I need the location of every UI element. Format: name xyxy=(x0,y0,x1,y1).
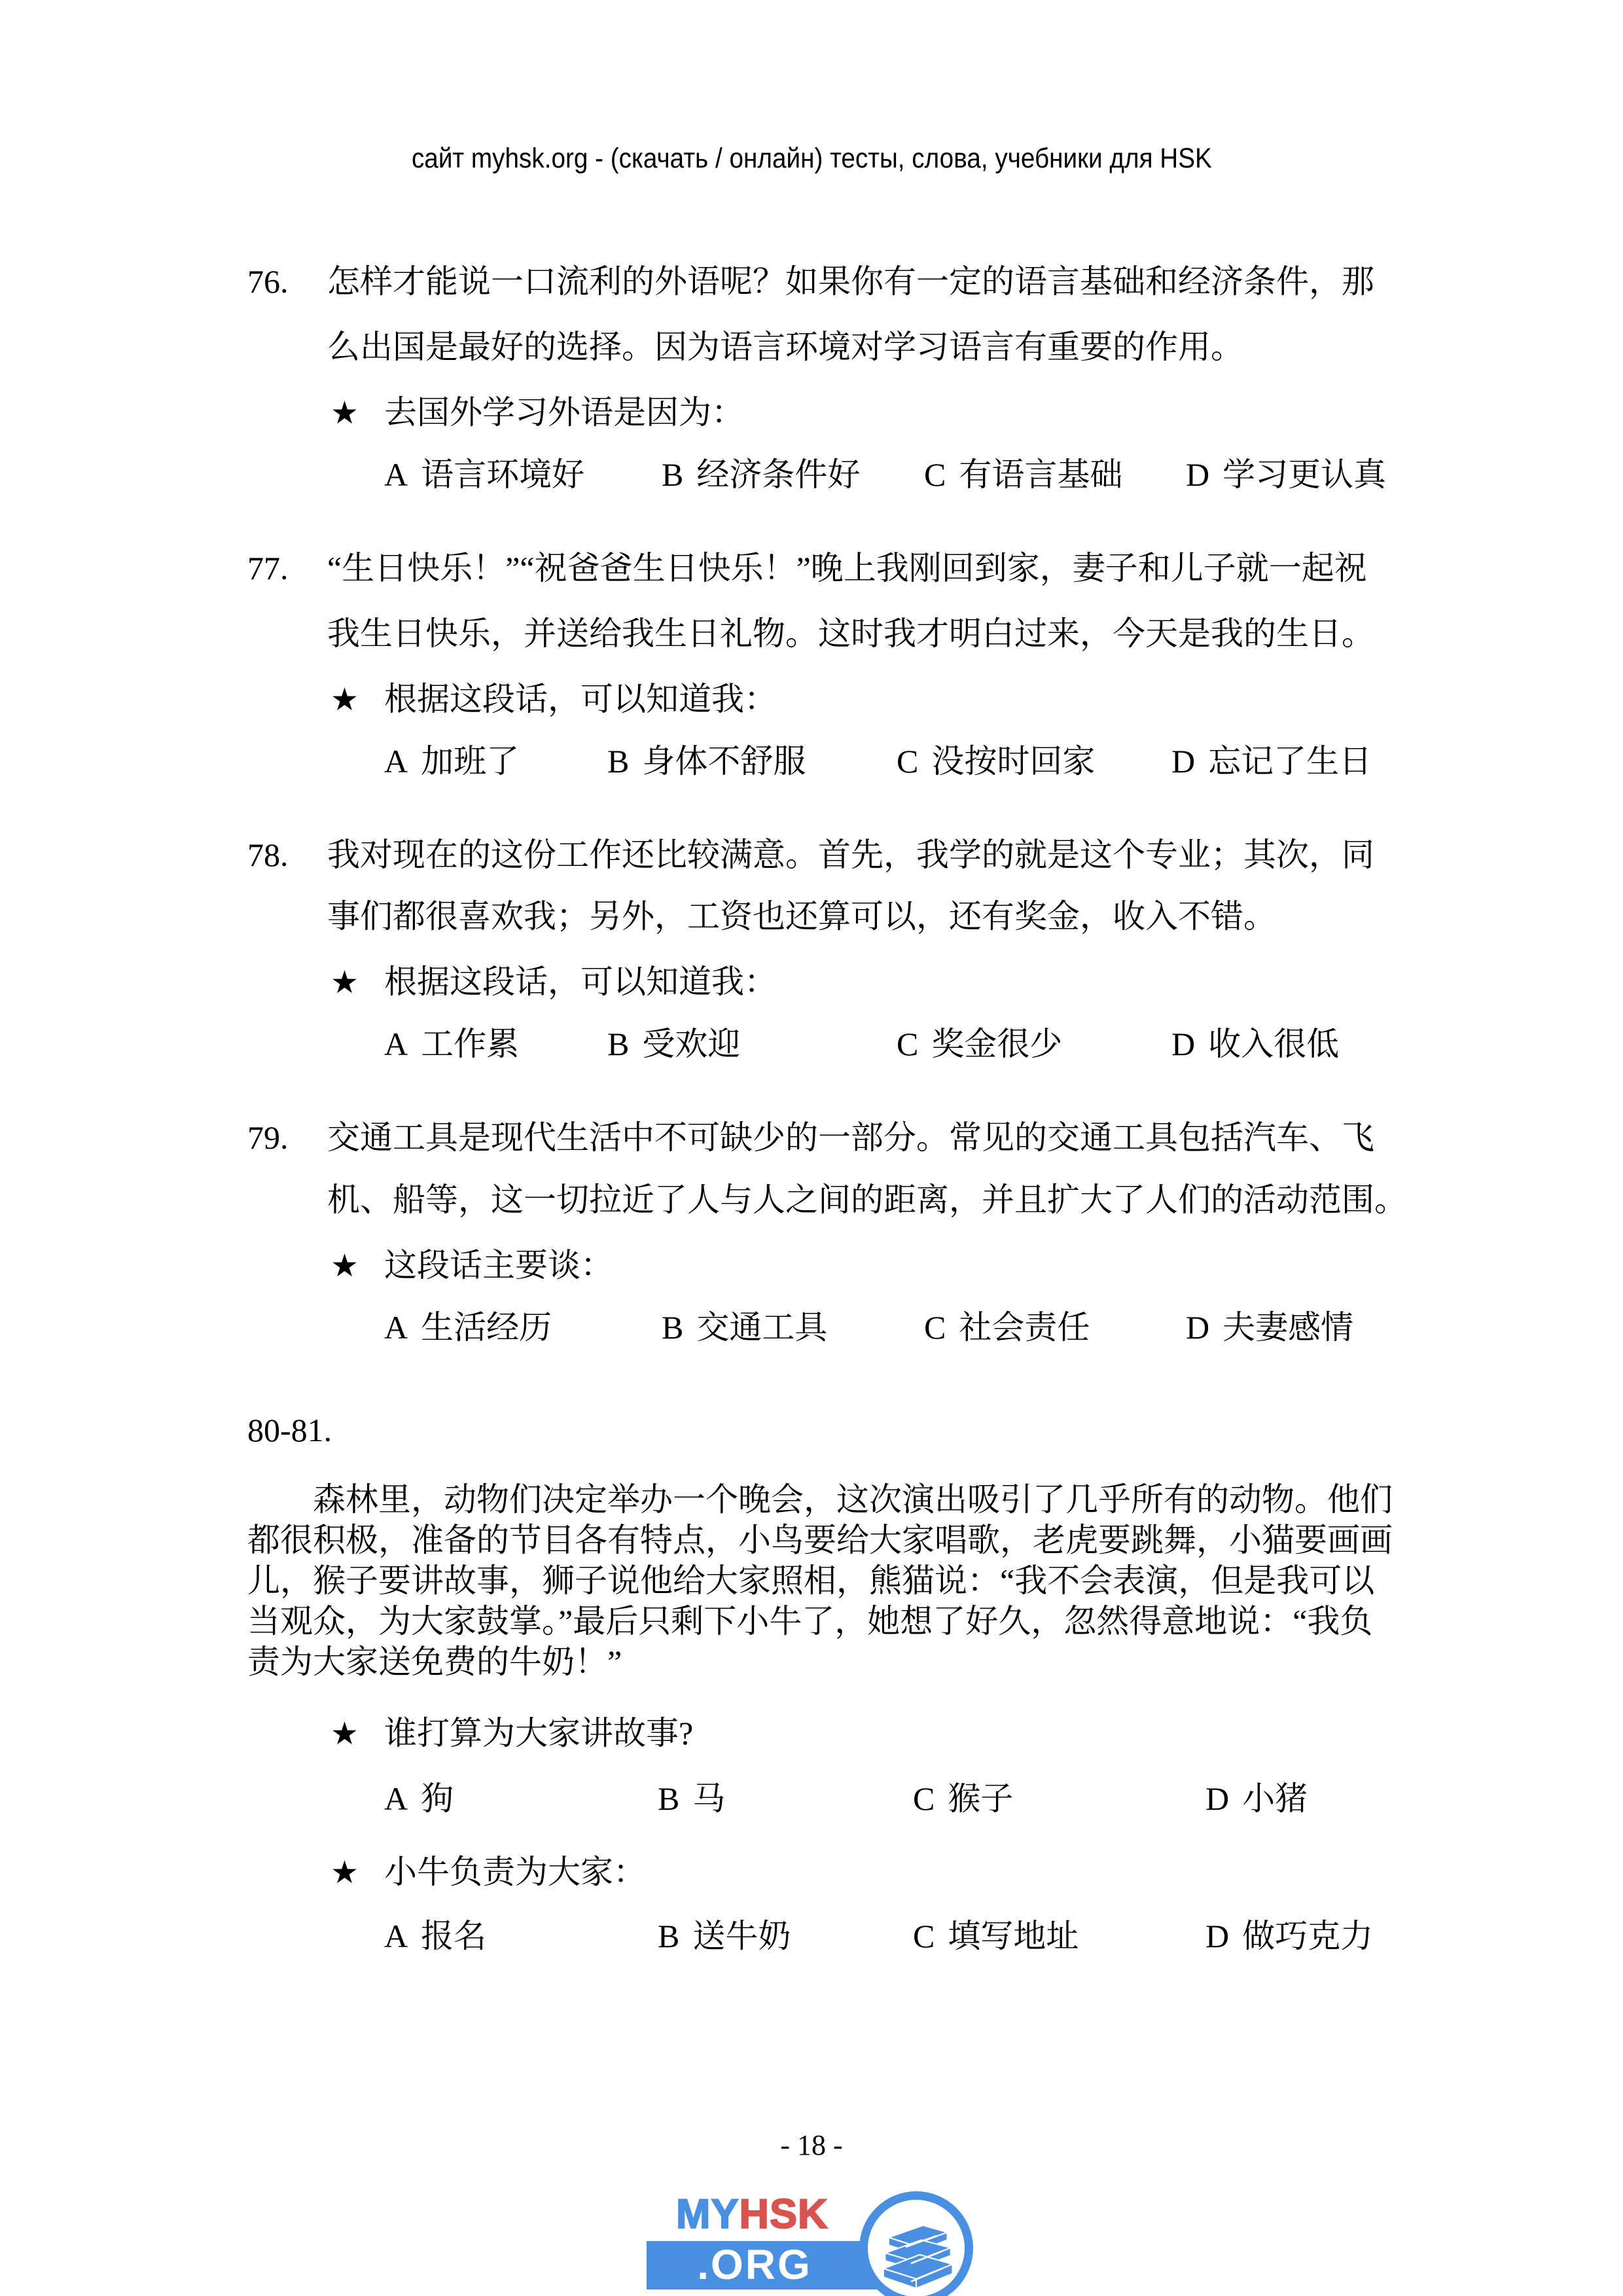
option-label: A xyxy=(384,1309,408,1346)
question-77-line-2: 我生日快乐，并送给我生日礼物。这时我才明白过来，今天是我的生日。 xyxy=(327,615,1374,652)
myhsk-logo xyxy=(647,2186,974,2296)
option-text: 没按时回家 xyxy=(931,743,1096,780)
option-text: 工作累 xyxy=(421,1026,520,1062)
option-b xyxy=(607,742,806,781)
passage-line-5: 责为大家送免费的牛奶！” xyxy=(247,1643,622,1680)
option-text: 社会责任 xyxy=(959,1309,1090,1346)
option-a xyxy=(384,1916,486,1956)
option-text: 加班了 xyxy=(421,743,520,780)
question-79-number: 79. xyxy=(247,1119,289,1156)
option-label: B xyxy=(607,1026,630,1062)
prompt-text: 谁打算为大家讲故事? xyxy=(384,1715,694,1751)
prompt-text: 根据这段话，可以知道我： xyxy=(384,963,777,1000)
option-label: B xyxy=(607,743,630,780)
question-78-number: 78. xyxy=(247,836,289,873)
passage-range-label: 80-81. xyxy=(247,1412,332,1448)
option-label: A xyxy=(384,1918,408,1954)
option-label: B xyxy=(658,1918,680,1954)
option-label: A xyxy=(384,743,408,780)
option-b xyxy=(658,1779,725,1818)
option-label: B xyxy=(662,456,684,493)
option-c xyxy=(924,1308,1090,1347)
question-77-options-row xyxy=(384,742,1536,781)
question-77-number: 77. xyxy=(247,550,289,586)
option-c xyxy=(897,742,1095,781)
logo-org-text: .ORG xyxy=(697,2241,812,2288)
option-label: D xyxy=(1205,1918,1230,1954)
option-text: 忘记了生日 xyxy=(1208,743,1372,780)
option-text: 填写地址 xyxy=(948,1918,1079,1954)
question-77-prompt-row xyxy=(330,679,777,719)
question-77-line-1: “生日快乐！”“祝爸爸生日快乐！”晚上我刚回到家，妻子和儿子就一起祝 xyxy=(327,550,1367,586)
option-a xyxy=(384,742,519,781)
star-icon: ★ xyxy=(330,964,359,1001)
option-text: 奖金很少 xyxy=(931,1026,1063,1062)
option-c xyxy=(924,455,1122,494)
option-text: 语言环境好 xyxy=(421,456,585,493)
option-b xyxy=(662,1308,827,1347)
books-icon xyxy=(873,2206,959,2293)
option-label: C xyxy=(913,1780,935,1817)
question-76-line-1: 怎样才能说一口流利的外语呢？如果你有一定的语言基础和经济条件，那 xyxy=(327,263,1374,300)
option-label: C xyxy=(897,743,919,780)
option-text: 身体不舒服 xyxy=(642,743,806,780)
option-text: 生活经历 xyxy=(421,1309,552,1346)
option-text: 经济条件好 xyxy=(696,456,861,493)
option-d xyxy=(1205,1779,1308,1818)
option-label: B xyxy=(658,1780,680,1817)
option-a xyxy=(384,1308,552,1347)
question-76-line-2: 么出国是最好的选择。因为语言环境对学习语言有重要的作用。 xyxy=(327,329,1243,365)
logo-wordmark xyxy=(676,2191,829,2241)
option-text: 送牛奶 xyxy=(692,1918,791,1954)
option-d xyxy=(1186,1308,1353,1347)
option-d xyxy=(1171,742,1372,781)
question-78-line-1: 我对现在的这份工作还比较满意。首先，我学的就是这个专业；其次，同 xyxy=(327,836,1374,873)
option-label: B xyxy=(662,1309,684,1346)
option-d xyxy=(1171,1024,1339,1064)
star-icon: ★ xyxy=(330,681,359,718)
option-b xyxy=(658,1916,791,1956)
star-icon: ★ xyxy=(330,1854,359,1891)
logo-my-text: MY xyxy=(676,2191,740,2237)
prompt-text: 小牛负责为大家： xyxy=(384,1854,646,1890)
option-d xyxy=(1186,455,1386,494)
option-label: D xyxy=(1186,456,1210,493)
passage-line-2: 都很积极，准备的节目各有特点，小鸟要给大家唱歌，老虎要跳舞，小猫要画画 xyxy=(247,1522,1393,1558)
question-76-number: 76. xyxy=(247,263,289,300)
option-label: C xyxy=(924,1309,946,1346)
passage-line-1: 森林里，动物们决定举办一个晚会，这次演出吸引了几乎所有的动物。他们 xyxy=(313,1481,1393,1518)
logo-hsk-text: HSK xyxy=(739,2191,829,2237)
logo-circle xyxy=(859,2191,973,2296)
option-label: D xyxy=(1171,743,1196,780)
star-icon: ★ xyxy=(330,395,359,431)
question-79-prompt-row xyxy=(330,1246,613,1285)
option-b xyxy=(662,455,860,494)
option-text: 狗 xyxy=(421,1780,454,1817)
prompt-text: 根据这段话，可以知道我： xyxy=(384,681,777,717)
prompt-text: 这段话主要谈： xyxy=(384,1247,613,1283)
option-text: 小猪 xyxy=(1242,1780,1308,1817)
option-text: 做巧克力 xyxy=(1242,1918,1374,1954)
option-label: D xyxy=(1171,1026,1196,1062)
question-81-options-row xyxy=(384,1916,1536,1956)
site-header-text: сайт myhsk.org - (скачать / онлайн) тесты, слова, учебники для HSK xyxy=(411,143,1212,174)
question-80-prompt-row xyxy=(330,1713,693,1753)
option-text: 夫妻感情 xyxy=(1222,1309,1354,1346)
option-c xyxy=(897,1024,1062,1064)
logo-circle-inner xyxy=(868,2200,965,2296)
star-icon: ★ xyxy=(330,1715,359,1752)
option-label: D xyxy=(1205,1780,1230,1817)
passage-line-3: 儿，猴子要讲故事，狮子说他给大家照相，熊猫说：“我不会表演，但是我可以 xyxy=(247,1562,1375,1599)
option-a xyxy=(384,1024,519,1064)
option-label: A xyxy=(384,1026,408,1062)
option-text: 收入很低 xyxy=(1208,1026,1340,1062)
option-text: 学习更认真 xyxy=(1222,456,1387,493)
option-label: A xyxy=(384,456,408,493)
option-c xyxy=(913,1779,1013,1818)
option-label: D xyxy=(1186,1309,1210,1346)
option-text: 交通工具 xyxy=(696,1309,828,1346)
option-a xyxy=(384,455,584,494)
page-number: - 18 - xyxy=(780,2129,843,2161)
option-text: 报名 xyxy=(421,1918,487,1954)
question-79-line-1: 交通工具是现代生活中不可缺少的一部分。常见的交通工具包括汽车、飞 xyxy=(327,1119,1374,1156)
passage-line-4: 当观众，为大家鼓掌。”最后只剩下小牛了，她想了好久，忽然得意地说：“我负 xyxy=(247,1603,1373,1640)
question-76-prompt-row xyxy=(330,393,744,433)
option-text: 猴子 xyxy=(948,1780,1014,1817)
question-79-line-2: 机、船等，这一切拉近了人与人之间的距离，并且扩大了人们的活动范围。 xyxy=(327,1181,1407,1218)
option-label: C xyxy=(897,1026,919,1062)
question-81-prompt-row xyxy=(330,1852,646,1892)
question-78-options-row xyxy=(384,1024,1536,1064)
question-76-options-row xyxy=(384,455,1536,494)
option-label: C xyxy=(924,456,946,493)
question-80-options-row xyxy=(384,1779,1536,1818)
option-label: A xyxy=(384,1780,408,1817)
option-a xyxy=(384,1779,454,1818)
star-icon: ★ xyxy=(330,1247,359,1284)
option-c xyxy=(913,1916,1079,1956)
prompt-text: 去国外学习外语是因为： xyxy=(384,394,744,431)
site-header xyxy=(0,143,1623,175)
option-text: 有语言基础 xyxy=(959,456,1123,493)
option-text: 马 xyxy=(692,1780,726,1817)
option-text: 受欢迎 xyxy=(642,1026,741,1062)
option-label: C xyxy=(913,1918,935,1954)
question-79-options-row xyxy=(384,1308,1536,1347)
option-b xyxy=(607,1024,740,1064)
option-d xyxy=(1205,1916,1373,1956)
question-78-prompt-row xyxy=(330,962,777,1002)
question-78-line-2: 事们都很喜欢我；另外，工资也还算可以，还有奖金，收入不错。 xyxy=(327,898,1276,935)
